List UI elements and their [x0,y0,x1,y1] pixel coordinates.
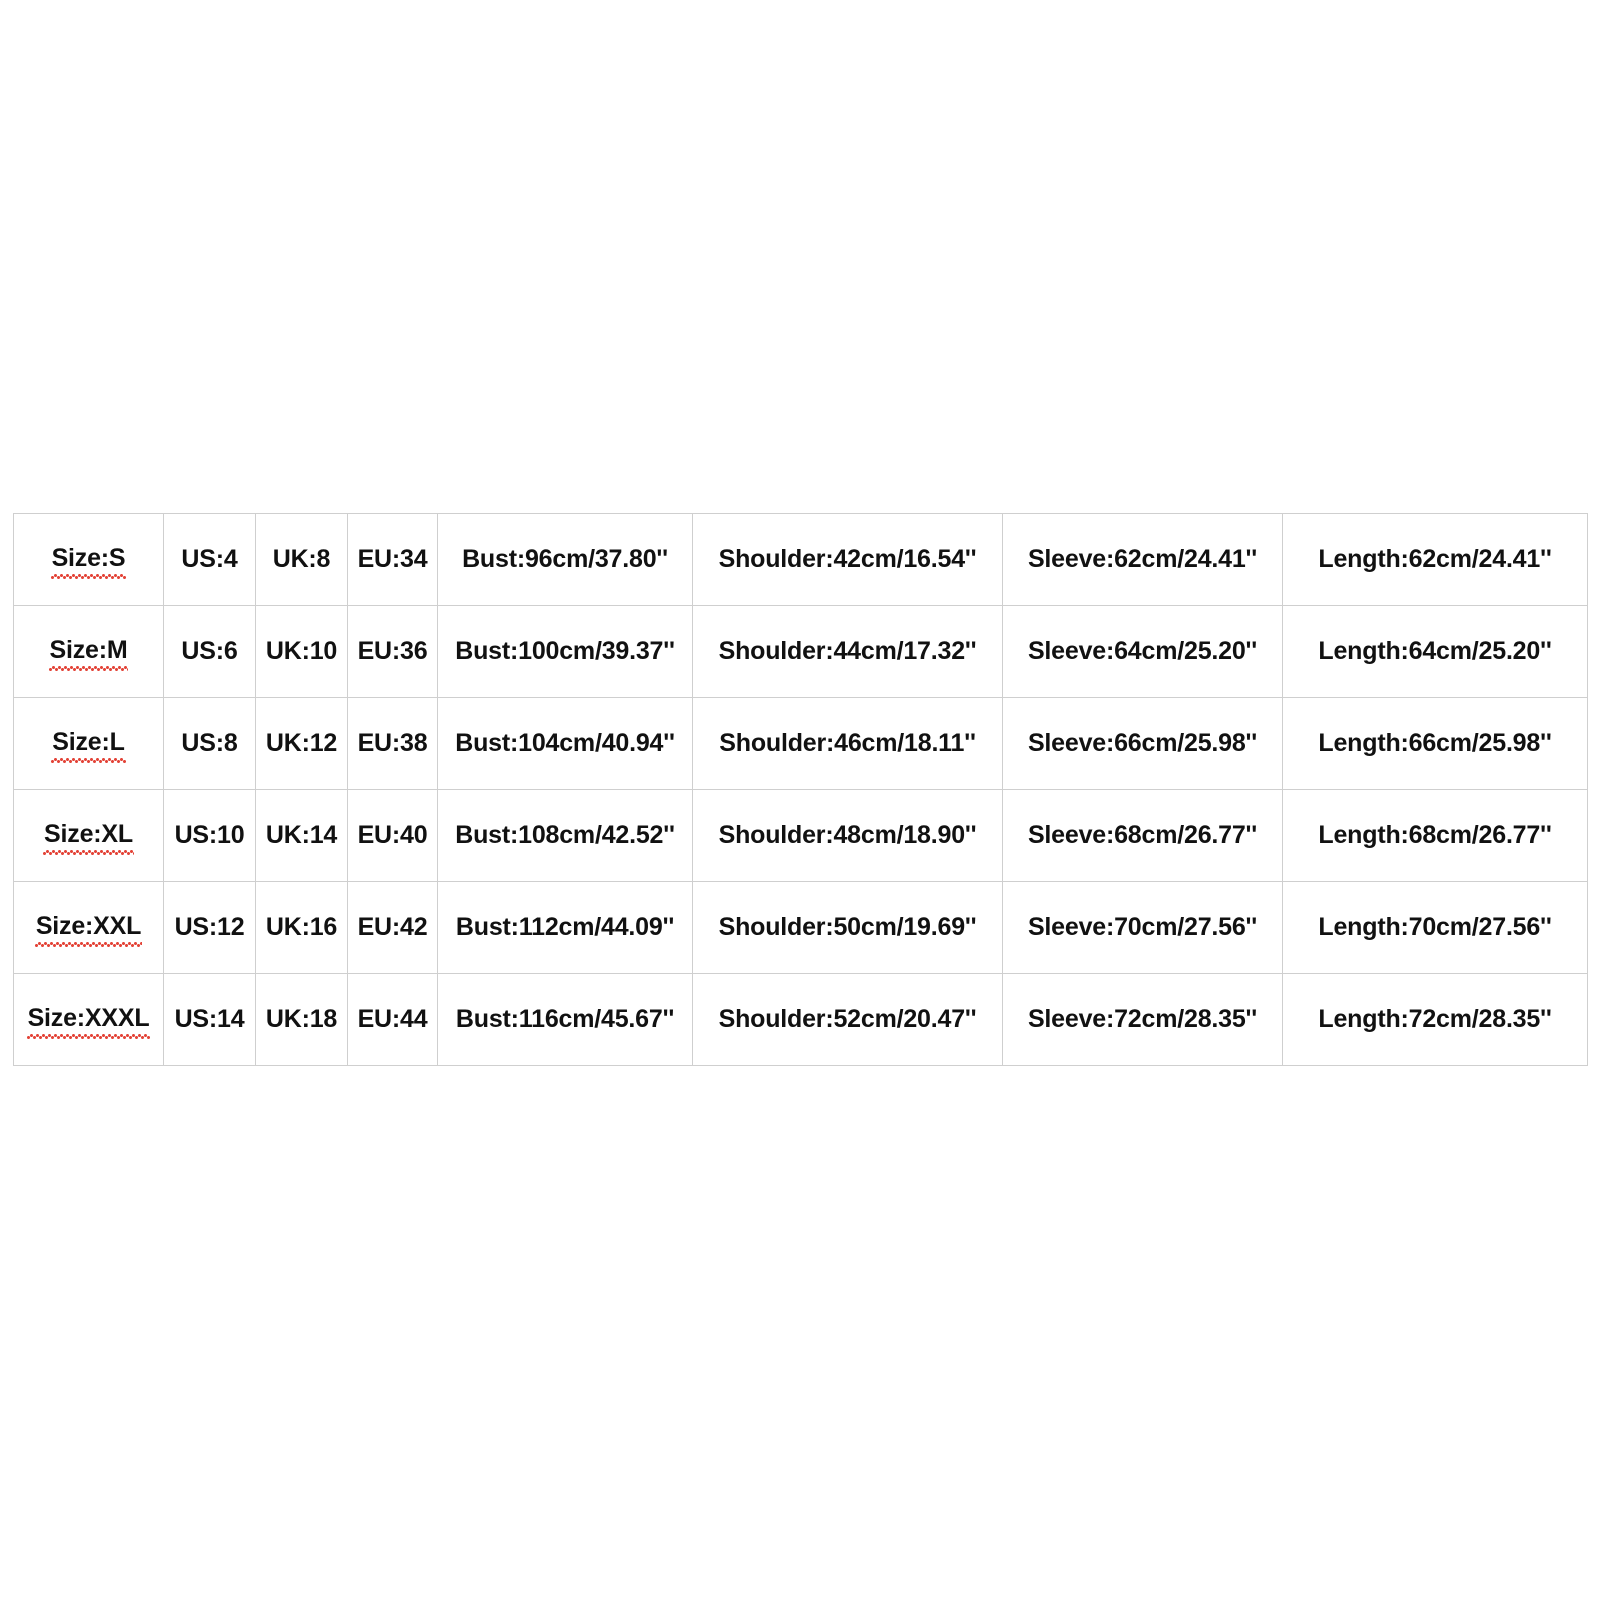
cell-size [14,974,164,1066]
cell-sleeve: Sleeve:72cm/28.35'' [1003,974,1283,1066]
cell-length: Length:64cm/25.20'' [1283,606,1588,698]
table-row [14,514,1588,606]
size-label: Size:S [52,544,126,575]
cell-uk: UK:14 [256,790,348,882]
size-label: Size:XL [44,820,133,851]
cell-size [14,606,164,698]
cell-eu: EU:34 [348,514,438,606]
cell-sleeve: Sleeve:68cm/26.77'' [1003,790,1283,882]
cell-us: US:10 [164,790,256,882]
cell-length: Length:62cm/24.41'' [1283,514,1588,606]
cell-eu: EU:42 [348,882,438,974]
cell-uk: UK:10 [256,606,348,698]
size-chart-table [13,513,1588,1066]
cell-shoulder: Shoulder:44cm/17.32'' [693,606,1003,698]
table-row [14,698,1588,790]
cell-length: Length:72cm/28.35'' [1283,974,1588,1066]
cell-bust: Bust:96cm/37.80'' [438,514,693,606]
cell-size [14,790,164,882]
size-label: Size:M [50,636,128,667]
cell-bust: Bust:108cm/42.52'' [438,790,693,882]
table-row [14,974,1588,1066]
cell-sleeve: Sleeve:66cm/25.98'' [1003,698,1283,790]
cell-shoulder: Shoulder:52cm/20.47'' [693,974,1003,1066]
cell-length: Length:68cm/26.77'' [1283,790,1588,882]
cell-sleeve: Sleeve:62cm/24.41'' [1003,514,1283,606]
cell-us: US:12 [164,882,256,974]
cell-bust: Bust:116cm/45.67'' [438,974,693,1066]
size-chart-container [13,513,1587,1066]
cell-eu: EU:44 [348,974,438,1066]
size-label: Size:XXL [36,912,141,943]
table-row [14,790,1588,882]
cell-bust: Bust:100cm/39.37'' [438,606,693,698]
cell-uk: UK:16 [256,882,348,974]
cell-shoulder: Shoulder:46cm/18.11'' [693,698,1003,790]
cell-eu: EU:36 [348,606,438,698]
cell-bust: Bust:104cm/40.94'' [438,698,693,790]
cell-us: US:14 [164,974,256,1066]
table-row [14,606,1588,698]
cell-size [14,698,164,790]
cell-uk: UK:12 [256,698,348,790]
cell-size [14,882,164,974]
cell-sleeve: Sleeve:70cm/27.56'' [1003,882,1283,974]
cell-us: US:4 [164,514,256,606]
size-label: Size:XXXL [28,1004,150,1035]
cell-length: Length:66cm/25.98'' [1283,698,1588,790]
size-label: Size:L [52,728,124,759]
cell-size [14,514,164,606]
cell-eu: EU:40 [348,790,438,882]
table-row [14,882,1588,974]
cell-uk: UK:8 [256,514,348,606]
cell-uk: UK:18 [256,974,348,1066]
cell-length: Length:70cm/27.56'' [1283,882,1588,974]
cell-shoulder: Shoulder:50cm/19.69'' [693,882,1003,974]
cell-us: US:6 [164,606,256,698]
cell-sleeve: Sleeve:64cm/25.20'' [1003,606,1283,698]
cell-shoulder: Shoulder:48cm/18.90'' [693,790,1003,882]
cell-shoulder: Shoulder:42cm/16.54'' [693,514,1003,606]
cell-bust: Bust:112cm/44.09'' [438,882,693,974]
cell-us: US:8 [164,698,256,790]
cell-eu: EU:38 [348,698,438,790]
